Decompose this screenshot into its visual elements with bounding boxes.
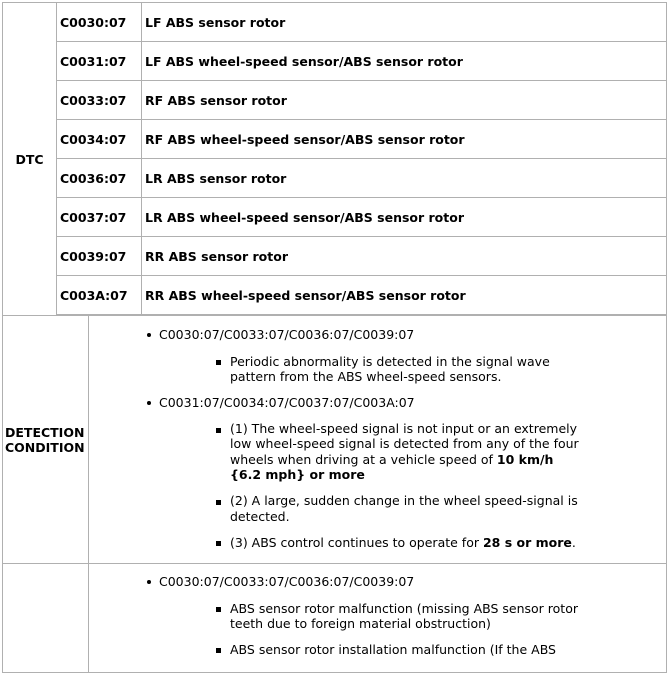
detection-group2-heading: C0031:07/C0034:07/C0037:07/C003A:07	[159, 395, 415, 410]
detection-group2-item1-line1: (1) The wheel-speed signal is not input or an extremely	[230, 421, 578, 436]
dtc-description-cell	[141, 275, 667, 315]
dtc-description: LF ABS sensor rotor	[145, 14, 286, 30]
dtc-code-cell	[56, 41, 142, 81]
detection-group1-item1-line1: Periodic abnormality is detected in the signal wave	[230, 354, 550, 369]
cause-label-cell	[2, 563, 89, 673]
dtc-code-cell	[56, 197, 142, 237]
dtc-description: RF ABS sensor rotor	[145, 92, 287, 108]
dtc-description: RR ABS wheel-speed sensor/ABS sensor rotor	[145, 287, 466, 303]
dtc-description: RF ABS wheel-speed sensor/ABS sensor rotor	[145, 131, 465, 147]
dtc-code-cell	[56, 236, 142, 276]
dtc-description-cell	[141, 41, 667, 81]
dtc-description: RR ABS sensor rotor	[145, 248, 288, 264]
dtc-code-cell	[56, 80, 142, 120]
dtc-description: LR ABS sensor rotor	[145, 170, 287, 186]
detection-group2-item2-line1: (2) A large, sudden change in the wheel speed-signal is	[230, 493, 578, 508]
bullet-dot	[147, 333, 151, 337]
detection-group1-item1-line2: pattern from the ABS wheel-speed sensors.	[230, 369, 502, 384]
detection-group2-item1-line3: wheels when driving at a vehicle speed of 10 km/h	[230, 452, 554, 467]
bullet-square	[216, 360, 221, 365]
dtc-code-cell	[56, 2, 142, 42]
dtc-code-cell	[56, 158, 142, 198]
dtc-description-cell	[141, 158, 667, 198]
dtc-label-cell	[2, 2, 57, 316]
dtc-code: C0039:07	[60, 248, 127, 264]
detection-group1-heading: C0030:07/C0033:07/C0036:07/C0039:07	[159, 327, 415, 342]
dtc-code: C0033:07	[60, 92, 127, 108]
detection-group2-item1-line2: low wheel-speed signal is detected from any of the four	[230, 436, 579, 451]
dtc-description-cell	[141, 119, 667, 159]
dtc-description-cell	[141, 197, 667, 237]
detection-group2-item2-line2: detected.	[230, 509, 290, 524]
bullet-dot	[147, 401, 151, 405]
dtc-description-cell	[141, 2, 667, 42]
dtc-code: C0037:07	[60, 209, 127, 225]
bullet-square	[216, 648, 221, 653]
dtc-code: C0030:07	[60, 14, 127, 30]
dtc-description: LF ABS wheel-speed sensor/ABS sensor rotor	[145, 53, 463, 69]
cause-group1-heading: C0030:07/C0033:07/C0036:07/C0039:07	[159, 574, 415, 589]
bullet-square	[216, 500, 221, 505]
dtc-description-cell	[141, 236, 667, 276]
detection-label-line2: CONDITION	[5, 439, 85, 455]
dtc-code-cell	[56, 119, 142, 159]
detection-group2-item3: (3) ABS control continues to operate for 28 s or more.	[230, 535, 576, 550]
dtc-code: C0031:07	[60, 53, 127, 69]
cause-group1-item1-line1: ABS sensor rotor malfunction (missing ABS sensor rotor	[230, 601, 578, 616]
dtc-label: DTC	[15, 151, 44, 167]
dtc-description: LR ABS wheel-speed sensor/ABS sensor rotor	[145, 209, 464, 225]
bullet-square	[216, 541, 221, 546]
dtc-code: C0036:07	[60, 170, 127, 186]
bullet-square	[216, 607, 221, 612]
cause-group1-item2-line1: ABS sensor rotor installation malfunction (If the ABS	[230, 642, 556, 657]
bullet-square	[216, 428, 221, 433]
dtc-code: C0034:07	[60, 131, 127, 147]
dtc-description-cell	[141, 80, 667, 120]
dtc-code-cell	[56, 275, 142, 315]
detection-group2-item1-line4: {6.2 mph} or more	[230, 467, 365, 482]
detection-label-cell	[2, 315, 89, 564]
detection-label-line1: DETECTION	[5, 424, 85, 440]
bullet-dot	[147, 580, 151, 584]
cause-group1-item1-line2: teeth due to foreign material obstruction)	[230, 616, 491, 631]
dtc-code: C003A:07	[60, 287, 128, 303]
